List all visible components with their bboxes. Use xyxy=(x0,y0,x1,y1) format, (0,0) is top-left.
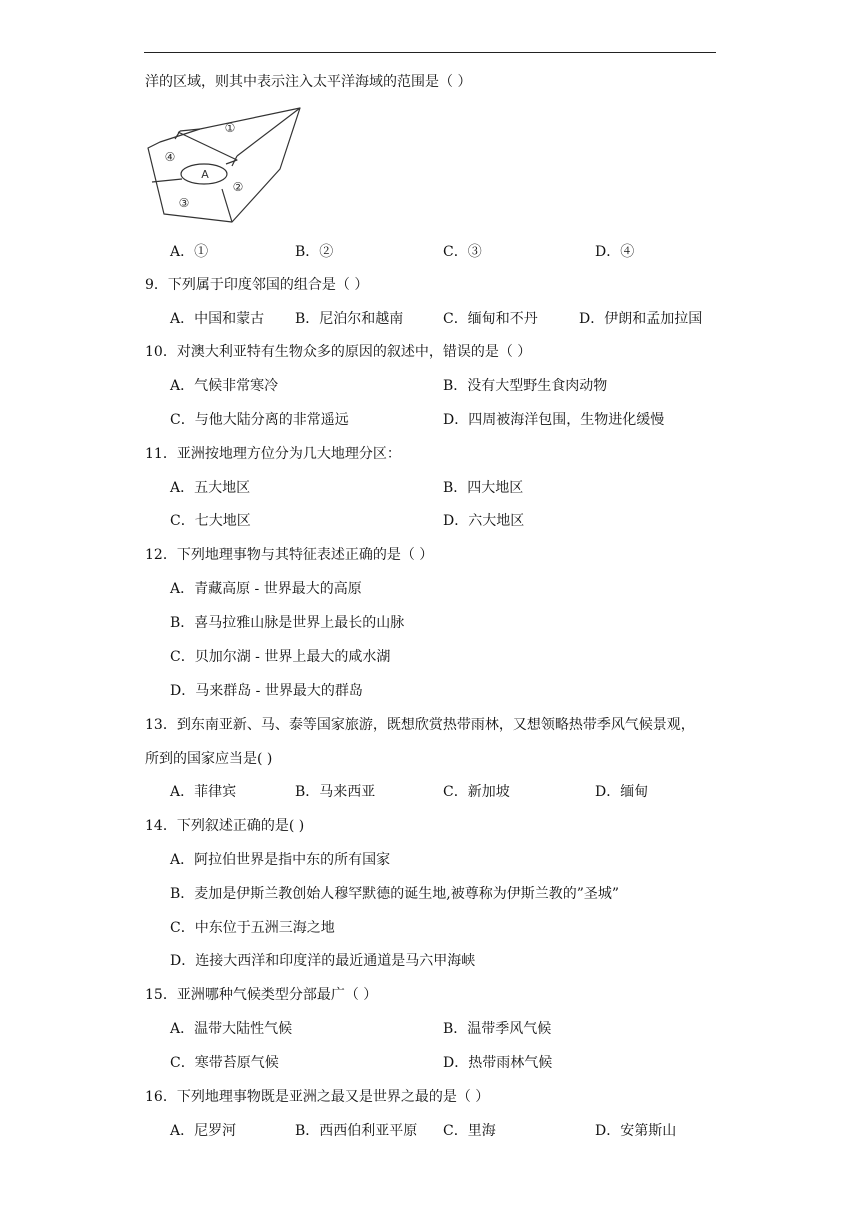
q12-option-c[interactable]: C．贝加尔湖 - 世界上最大的咸水湖 xyxy=(170,649,391,665)
q16-option-b[interactable]: B．西西伯利亚平原 xyxy=(295,1123,418,1139)
q13-option-b[interactable]: B．马来西亚 xyxy=(295,784,376,800)
q16-option-a[interactable]: A．尼罗河 xyxy=(170,1123,237,1139)
q11-option-c[interactable]: C．七大地区 xyxy=(170,513,251,529)
q15-option-b[interactable]: B．温带季风气候 xyxy=(443,1021,552,1037)
q10-option-d[interactable]: D．四周被海洋包围，生物进化缓慢 xyxy=(443,412,665,428)
divider-3-4 xyxy=(152,179,182,182)
q13-stem-line2: 所到的国家应当是( ) xyxy=(145,751,273,767)
q9-option-c[interactable]: C．缅甸和不丹 xyxy=(443,311,538,327)
q9-option-a[interactable]: A．中国和蒙古 xyxy=(170,311,265,327)
q10-stem: 10．对澳大利亚特有生物众多的原因的叙述中，错误的是（ ） xyxy=(145,344,532,360)
q12-option-a[interactable]: A．青藏高原 - 世界最大的高原 xyxy=(170,581,362,597)
q15-option-c[interactable]: C．寒带苔原气候 xyxy=(170,1055,279,1071)
q10-option-a[interactable]: A．气候非常寒冷 xyxy=(170,378,279,394)
q12-option-b[interactable]: B．喜马拉雅山脉是世界上最长的山脉 xyxy=(170,615,405,631)
region-diagram-svg xyxy=(140,104,308,228)
header-rule xyxy=(144,52,716,53)
q9-option-d[interactable]: D．伊朗和孟加拉国 xyxy=(579,311,703,327)
q15-option-d[interactable]: D．热带雨林气候 xyxy=(443,1055,553,1071)
q11-option-b[interactable]: B．四大地区 xyxy=(443,480,524,496)
q13-option-d[interactable]: D．缅甸 xyxy=(595,784,649,800)
q14-stem: 14．下列叙述正确的是( ) xyxy=(145,818,305,834)
q15-option-a[interactable]: A．温带大陆性气候 xyxy=(170,1021,293,1037)
q8-option-d[interactable]: D．④ xyxy=(595,244,635,260)
q10-option-b[interactable]: B．没有大型野生食肉动物 xyxy=(443,378,608,394)
q10-option-c[interactable]: C．与他大陆分离的非常遥远 xyxy=(170,412,349,428)
q13-stem-line1: 13．到东南亚新、马、泰等国家旅游，既想欣赏热带雨林，又想领略热带季风气候景观， xyxy=(145,717,695,733)
divider-2-3 xyxy=(222,189,232,222)
q11-stem: 11．亚洲按地理方位分为几大地理分区： xyxy=(145,446,401,462)
region-label-2: ② xyxy=(232,180,244,194)
q14-option-c[interactable]: C．中东位于五洲三海之地 xyxy=(170,920,335,936)
q12-option-d[interactable]: D．马来群岛 - 世界最大的群岛 xyxy=(170,683,363,699)
q9-stem: 9．下列属于印度邻国的组合是（ ） xyxy=(145,277,369,293)
region-label-4: ④ xyxy=(164,150,176,164)
region-label-3: ③ xyxy=(178,196,190,210)
region-label-a: A xyxy=(201,168,209,181)
q8-option-c[interactable]: C．③ xyxy=(443,244,482,260)
q8-option-b[interactable]: B．② xyxy=(295,244,334,260)
q11-option-d[interactable]: D．六大地区 xyxy=(443,513,525,529)
q12-stem: 12．下列地理事物与其特征表述正确的是（ ） xyxy=(145,547,434,563)
q15-stem: 15．亚洲哪种气候类型分部最广（ ） xyxy=(145,987,378,1003)
q16-stem: 16．下列地理事物既是亚洲之最又是世界之最的是（ ） xyxy=(145,1089,490,1105)
q14-option-a[interactable]: A．阿拉伯世界是指中东的所有国家 xyxy=(170,852,391,868)
q16-option-c[interactable]: C．里海 xyxy=(443,1123,496,1139)
question-intro-line: 洋的区域，则其中表示注入太平洋海域的范围是（ ） xyxy=(145,74,472,90)
divider-1-2 xyxy=(178,132,237,164)
q13-option-a[interactable]: A．菲律宾 xyxy=(170,784,237,800)
q14-option-b[interactable]: B．麦加是伊斯兰教创始人穆罕默德的诞生地,被尊称为伊斯兰教的”圣城” xyxy=(170,886,620,902)
q11-option-a[interactable]: A．五大地区 xyxy=(170,480,251,496)
region-label-1: ① xyxy=(224,121,236,135)
q16-option-d[interactable]: D．安第斯山 xyxy=(595,1123,677,1139)
q8-option-a[interactable]: A．① xyxy=(170,244,209,260)
q14-option-d[interactable]: D．连接大西洋和印度洋的最近通道是马六甲海峡 xyxy=(170,953,476,969)
region-diagram xyxy=(140,104,308,228)
q13-option-c[interactable]: C．新加坡 xyxy=(443,784,510,800)
q9-option-b[interactable]: B．尼泊尔和越南 xyxy=(295,311,404,327)
